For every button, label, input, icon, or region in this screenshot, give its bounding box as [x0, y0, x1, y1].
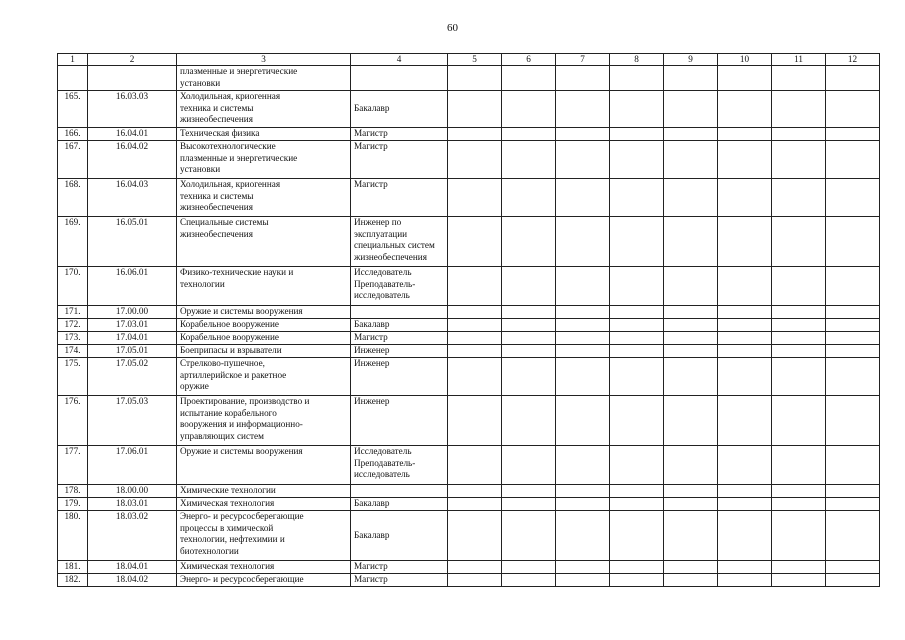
header-cell: 5: [448, 54, 502, 66]
empty-cell-col-6: [502, 267, 556, 306]
qualification-cell: Магистр: [351, 141, 448, 179]
empty-cell-col-7: [556, 179, 610, 217]
specialty-name-cell: Оружие и системы вооружения: [177, 306, 351, 319]
empty-cell-col-5: [448, 446, 502, 485]
empty-cell-col-9: [664, 396, 718, 446]
empty-cell-col-8: [610, 332, 664, 345]
empty-cell-col-11: [772, 179, 826, 217]
empty-cell-col-7: [556, 306, 610, 319]
qualification-cell: Исследователь Преподаватель- исследователь: [351, 446, 448, 485]
empty-cell-col-12: [826, 511, 880, 561]
row-number-cell: 167.: [58, 141, 88, 179]
specialty-code-cell: 16.03.03: [88, 91, 177, 128]
empty-cell-col-10: [718, 358, 772, 396]
empty-cell-col-7: [556, 141, 610, 179]
table-row: [58, 511, 880, 561]
empty-cell-col-11: [772, 306, 826, 319]
empty-cell-col-10: [718, 128, 772, 141]
specialty-name-cell: плазменные и энергетические установки: [177, 66, 351, 91]
row-number-cell: 172.: [58, 319, 88, 332]
empty-cell-col-11: [772, 267, 826, 306]
qualification-cell: Магистр: [351, 574, 448, 587]
header-cell: 10: [718, 54, 772, 66]
empty-cell-col-12: [826, 319, 880, 332]
table-row: [58, 396, 880, 446]
qualification-cell: Магистр: [351, 561, 448, 574]
table-row: [58, 561, 880, 574]
specialties-table: [57, 53, 880, 587]
empty-cell-col-11: [772, 561, 826, 574]
specialty-name-cell: Корабельное вооружение: [177, 319, 351, 332]
header-cell: 7: [556, 54, 610, 66]
row-number-cell: 175.: [58, 358, 88, 396]
specialty-code-cell: 17.05.02: [88, 358, 177, 396]
qualification-cell: Инженер: [351, 358, 448, 396]
empty-cell-col-7: [556, 446, 610, 485]
empty-cell-col-5: [448, 306, 502, 319]
empty-cell-col-5: [448, 332, 502, 345]
row-number-cell: 176.: [58, 396, 88, 446]
empty-cell-col-9: [664, 267, 718, 306]
empty-cell-col-9: [664, 141, 718, 179]
empty-cell-col-9: [664, 306, 718, 319]
specialty-name-cell: Стрелково-пушечное, артиллерийское и ракетное оружие: [177, 358, 351, 396]
empty-cell-col-12: [826, 179, 880, 217]
empty-cell-col-6: [502, 574, 556, 587]
empty-cell-col-5: [448, 396, 502, 446]
empty-cell-col-7: [556, 574, 610, 587]
specialty-name-cell: Химическая технология: [177, 561, 351, 574]
empty-cell-col-9: [664, 128, 718, 141]
empty-cell-col-11: [772, 396, 826, 446]
empty-cell-col-7: [556, 561, 610, 574]
empty-cell-col-5: [448, 345, 502, 358]
header-cell: 2: [88, 54, 177, 66]
empty-cell-col-9: [664, 498, 718, 511]
empty-cell-col-7: [556, 91, 610, 128]
empty-cell-col-12: [826, 306, 880, 319]
specialty-name-cell: Энерго- и ресурсосберегающие: [177, 574, 351, 587]
empty-cell-col-10: [718, 345, 772, 358]
table-row: [58, 319, 880, 332]
empty-cell-col-8: [610, 574, 664, 587]
empty-cell-col-5: [448, 574, 502, 587]
empty-cell-col-6: [502, 498, 556, 511]
header-cell: 9: [664, 54, 718, 66]
header-cell: 1: [58, 54, 88, 66]
empty-cell-col-11: [772, 498, 826, 511]
empty-cell-col-10: [718, 498, 772, 511]
specialty-name-cell: Химические технологии: [177, 485, 351, 498]
empty-cell-col-12: [826, 498, 880, 511]
specialty-name-cell: Боеприпасы и взрыватели: [177, 345, 351, 358]
empty-cell-col-11: [772, 66, 826, 91]
table-row: [58, 345, 880, 358]
row-number-cell: 166.: [58, 128, 88, 141]
empty-cell-col-6: [502, 306, 556, 319]
empty-cell-col-12: [826, 446, 880, 485]
empty-cell-col-8: [610, 217, 664, 267]
empty-cell-col-5: [448, 319, 502, 332]
empty-cell-col-10: [718, 396, 772, 446]
qualification-cell: Магистр: [351, 179, 448, 217]
empty-cell-col-12: [826, 358, 880, 396]
empty-cell-col-11: [772, 319, 826, 332]
empty-cell-col-6: [502, 511, 556, 561]
empty-cell-col-12: [826, 217, 880, 267]
empty-cell-col-9: [664, 485, 718, 498]
empty-cell-col-7: [556, 66, 610, 91]
specialty-code-cell: 18.00.00: [88, 485, 177, 498]
qualification-cell: [351, 485, 448, 498]
empty-cell-col-8: [610, 498, 664, 511]
empty-cell-col-8: [610, 128, 664, 141]
empty-cell-col-8: [610, 91, 664, 128]
row-number-cell: 168.: [58, 179, 88, 217]
row-number-cell: 169.: [58, 217, 88, 267]
empty-cell-col-6: [502, 319, 556, 332]
specialty-name-cell: Химическая технология: [177, 498, 351, 511]
qualification-cell: Бакалавр: [351, 319, 448, 332]
row-number-cell: 180.: [58, 511, 88, 561]
specialty-code-cell: 17.03.01: [88, 319, 177, 332]
row-number-cell: 170.: [58, 267, 88, 306]
row-number-cell: 165.: [58, 91, 88, 128]
empty-cell-col-7: [556, 217, 610, 267]
qualification-cell: Бакалавр: [351, 511, 448, 561]
table-row: [58, 574, 880, 587]
empty-cell-col-12: [826, 66, 880, 91]
empty-cell-col-9: [664, 319, 718, 332]
header-cell: 4: [351, 54, 448, 66]
header-cell: 8: [610, 54, 664, 66]
specialty-code-cell: 17.05.03: [88, 396, 177, 446]
empty-cell-col-8: [610, 446, 664, 485]
empty-cell-col-5: [448, 141, 502, 179]
specialty-name-cell: Высокотехнологические плазменные и энергетические установки: [177, 141, 351, 179]
row-number-cell: 177.: [58, 446, 88, 485]
specialty-code-cell: 17.04.01: [88, 332, 177, 345]
empty-cell-col-10: [718, 91, 772, 128]
empty-cell-col-7: [556, 485, 610, 498]
table-row: [58, 446, 880, 485]
empty-cell-col-8: [610, 66, 664, 91]
empty-cell-col-5: [448, 66, 502, 91]
empty-cell-col-9: [664, 446, 718, 485]
empty-cell-col-10: [718, 141, 772, 179]
header-cell: 6: [502, 54, 556, 66]
empty-cell-col-9: [664, 561, 718, 574]
empty-cell-col-12: [826, 332, 880, 345]
table-row: [58, 141, 880, 179]
empty-cell-col-5: [448, 561, 502, 574]
qualification-cell: Инженер по эксплуатации специальных систем жизнеобеспечения: [351, 217, 448, 267]
specialty-code-cell: 16.04.01: [88, 128, 177, 141]
empty-cell-col-10: [718, 574, 772, 587]
row-number-cell: 173.: [58, 332, 88, 345]
specialty-code-cell: 16.04.03: [88, 179, 177, 217]
empty-cell-col-12: [826, 267, 880, 306]
empty-cell-col-7: [556, 511, 610, 561]
table-row: [58, 128, 880, 141]
empty-cell-col-7: [556, 358, 610, 396]
empty-cell-col-12: [826, 561, 880, 574]
empty-cell-col-8: [610, 267, 664, 306]
qualification-cell: Исследователь Преподаватель- исследователь: [351, 267, 448, 306]
empty-cell-col-5: [448, 485, 502, 498]
empty-cell-col-6: [502, 446, 556, 485]
empty-cell-col-12: [826, 128, 880, 141]
empty-cell-col-7: [556, 332, 610, 345]
empty-cell-col-9: [664, 511, 718, 561]
table-row: [58, 306, 880, 319]
qualification-cell: [351, 306, 448, 319]
empty-cell-col-5: [448, 91, 502, 128]
empty-cell-col-11: [772, 128, 826, 141]
empty-cell-col-8: [610, 511, 664, 561]
empty-cell-col-9: [664, 66, 718, 91]
specialty-name-cell: Корабельное вооружение: [177, 332, 351, 345]
specialty-code-cell: 17.05.01: [88, 345, 177, 358]
empty-cell-col-6: [502, 358, 556, 396]
empty-cell-col-6: [502, 217, 556, 267]
empty-cell-col-11: [772, 141, 826, 179]
table-row: [58, 179, 880, 217]
table-row: [58, 485, 880, 498]
empty-cell-col-10: [718, 217, 772, 267]
header-row: [58, 54, 880, 66]
empty-cell-col-12: [826, 574, 880, 587]
header-cell: 11: [772, 54, 826, 66]
specialty-name-cell: Холодильная, криогенная техника и системы жизнеобеспечения: [177, 179, 351, 217]
empty-cell-col-7: [556, 396, 610, 446]
empty-cell-col-6: [502, 561, 556, 574]
table-row: [58, 358, 880, 396]
table-row: [58, 66, 880, 91]
empty-cell-col-9: [664, 345, 718, 358]
row-number-cell: 174.: [58, 345, 88, 358]
table-row: [58, 217, 880, 267]
empty-cell-col-10: [718, 446, 772, 485]
empty-cell-col-6: [502, 179, 556, 217]
empty-cell-col-6: [502, 396, 556, 446]
empty-cell-col-6: [502, 485, 556, 498]
empty-cell-col-10: [718, 66, 772, 91]
qualification-cell: Бакалавр: [351, 91, 448, 128]
qualification-cell: [351, 66, 448, 91]
empty-cell-col-9: [664, 574, 718, 587]
empty-cell-col-11: [772, 574, 826, 587]
empty-cell-col-5: [448, 267, 502, 306]
empty-cell-col-11: [772, 217, 826, 267]
empty-cell-col-10: [718, 179, 772, 217]
empty-cell-col-11: [772, 446, 826, 485]
qualification-cell: Инженер: [351, 345, 448, 358]
empty-cell-col-6: [502, 141, 556, 179]
empty-cell-col-6: [502, 345, 556, 358]
row-number-cell: 171.: [58, 306, 88, 319]
empty-cell-col-9: [664, 179, 718, 217]
empty-cell-col-11: [772, 345, 826, 358]
specialty-code-cell: 16.05.01: [88, 217, 177, 267]
specialty-name-cell: Холодильная, криогенная техника и системы жизнеобеспечения: [177, 91, 351, 128]
empty-cell-col-10: [718, 485, 772, 498]
empty-cell-col-10: [718, 306, 772, 319]
empty-cell-col-7: [556, 498, 610, 511]
empty-cell-col-10: [718, 332, 772, 345]
empty-cell-col-6: [502, 332, 556, 345]
empty-cell-col-9: [664, 217, 718, 267]
empty-cell-col-5: [448, 128, 502, 141]
empty-cell-col-6: [502, 66, 556, 91]
row-number-cell: [58, 66, 88, 91]
empty-cell-col-12: [826, 396, 880, 446]
specialty-name-cell: Техническая физика: [177, 128, 351, 141]
page-number: 60: [447, 22, 458, 34]
empty-cell-col-8: [610, 485, 664, 498]
header-cell: 3: [177, 54, 351, 66]
specialty-code-cell: 18.03.02: [88, 511, 177, 561]
header-cell: 12: [826, 54, 880, 66]
empty-cell-col-6: [502, 128, 556, 141]
empty-cell-col-12: [826, 485, 880, 498]
empty-cell-col-9: [664, 91, 718, 128]
table-row: [58, 498, 880, 511]
specialty-code-cell: 16.06.01: [88, 267, 177, 306]
qualification-cell: Бакалавр: [351, 498, 448, 511]
empty-cell-col-11: [772, 332, 826, 345]
empty-cell-col-7: [556, 267, 610, 306]
specialty-name-cell: Проектирование, производство и испытание корабельного вооружения и информационно- управляющих систем: [177, 396, 351, 446]
specialty-name-cell: Энерго- и ресурсосберегающие процессы в химической технологии, нефтехимии и биотехнологии: [177, 511, 351, 561]
empty-cell-col-10: [718, 561, 772, 574]
empty-cell-col-9: [664, 332, 718, 345]
specialty-name-cell: Оружие и системы вооружения: [177, 446, 351, 485]
row-number-cell: 178.: [58, 485, 88, 498]
empty-cell-col-5: [448, 498, 502, 511]
row-number-cell: 179.: [58, 498, 88, 511]
empty-cell-col-8: [610, 179, 664, 217]
empty-cell-col-8: [610, 306, 664, 319]
specialty-code-cell: [88, 66, 177, 91]
empty-cell-col-8: [610, 141, 664, 179]
empty-cell-col-8: [610, 561, 664, 574]
qualification-cell: Магистр: [351, 332, 448, 345]
empty-cell-col-5: [448, 511, 502, 561]
empty-cell-col-7: [556, 128, 610, 141]
empty-cell-col-9: [664, 358, 718, 396]
table-row: [58, 91, 880, 128]
row-number-cell: 181.: [58, 561, 88, 574]
empty-cell-col-10: [718, 511, 772, 561]
empty-cell-col-11: [772, 358, 826, 396]
empty-cell-col-12: [826, 141, 880, 179]
specialty-code-cell: 17.00.00: [88, 306, 177, 319]
specialty-name-cell: Специальные системы жизнеобеспечения: [177, 217, 351, 267]
empty-cell-col-8: [610, 319, 664, 332]
empty-cell-col-5: [448, 358, 502, 396]
empty-cell-col-10: [718, 319, 772, 332]
empty-cell-col-5: [448, 217, 502, 267]
table-body: [58, 66, 880, 587]
specialty-code-cell: 17.06.01: [88, 446, 177, 485]
table-row: [58, 267, 880, 306]
empty-cell-col-8: [610, 345, 664, 358]
empty-cell-col-8: [610, 358, 664, 396]
empty-cell-col-12: [826, 91, 880, 128]
empty-cell-col-6: [502, 91, 556, 128]
empty-cell-col-7: [556, 345, 610, 358]
specialty-code-cell: 18.04.02: [88, 574, 177, 587]
qualification-cell: Магистр: [351, 128, 448, 141]
row-number-cell: 182.: [58, 574, 88, 587]
specialty-code-cell: 16.04.02: [88, 141, 177, 179]
table-row: [58, 332, 880, 345]
specialty-name-cell: Физико-технические науки и технологии: [177, 267, 351, 306]
empty-cell-col-5: [448, 179, 502, 217]
empty-cell-col-12: [826, 345, 880, 358]
empty-cell-col-8: [610, 396, 664, 446]
empty-cell-col-11: [772, 91, 826, 128]
specialty-code-cell: 18.03.01: [88, 498, 177, 511]
empty-cell-col-11: [772, 485, 826, 498]
qualification-cell: Инженер: [351, 396, 448, 446]
specialty-code-cell: 18.04.01: [88, 561, 177, 574]
empty-cell-col-7: [556, 319, 610, 332]
empty-cell-col-11: [772, 511, 826, 561]
empty-cell-col-10: [718, 267, 772, 306]
